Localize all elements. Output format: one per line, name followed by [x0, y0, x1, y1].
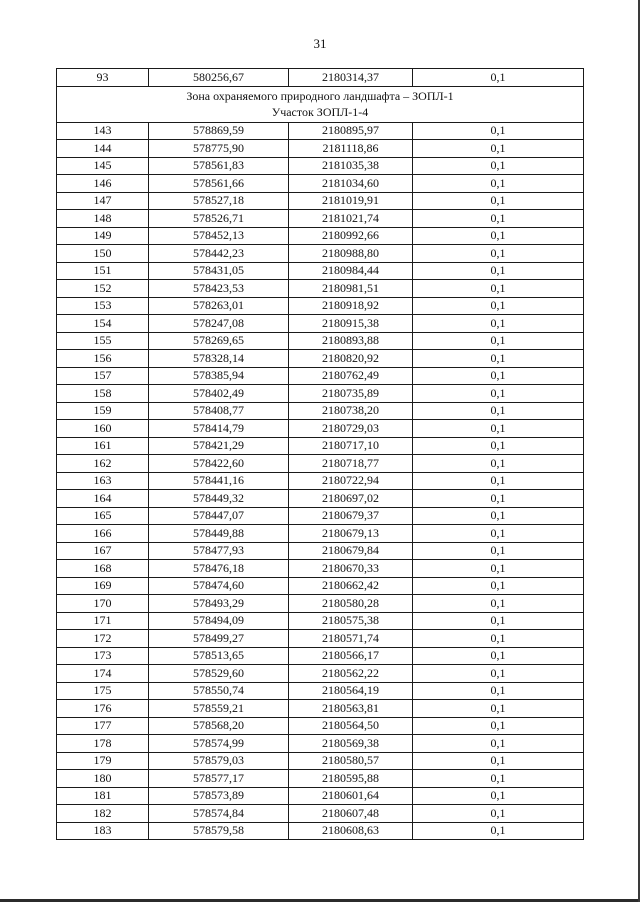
point-number-cell: 161: [57, 437, 149, 455]
table-row: [57, 420, 584, 438]
y-coordinate-cell: 2180981,51: [289, 280, 413, 298]
point-number-cell: 182: [57, 805, 149, 823]
accuracy-cell: 0,1: [413, 525, 584, 543]
point-number-cell: 178: [57, 735, 149, 753]
accuracy-cell: 0,1: [413, 315, 584, 333]
y-coordinate-cell: 2180984,44: [289, 262, 413, 280]
y-coordinate-cell: 2180564,50: [289, 717, 413, 735]
x-coordinate-cell: 578423,53: [149, 280, 289, 298]
accuracy-cell: 0,1: [413, 770, 584, 788]
x-coordinate-cell: 578449,32: [149, 490, 289, 508]
table-row: [57, 297, 584, 315]
accuracy-cell: 0,1: [413, 350, 584, 368]
section-header-row: [57, 86, 584, 122]
accuracy-cell: 0,1: [413, 700, 584, 718]
y-coordinate-cell: 2180571,74: [289, 630, 413, 648]
x-coordinate-cell: 578527,18: [149, 192, 289, 210]
table-row: [57, 455, 584, 473]
y-coordinate-cell: 2180566,17: [289, 647, 413, 665]
accuracy-cell: 0,1: [413, 542, 584, 560]
table-row: [57, 490, 584, 508]
accuracy-cell: 0,1: [413, 752, 584, 770]
y-coordinate-cell: 2181034,60: [289, 175, 413, 193]
table-row: [57, 402, 584, 420]
x-coordinate-cell: 578561,66: [149, 175, 289, 193]
x-coordinate-cell: 578422,60: [149, 455, 289, 473]
y-coordinate-cell: 2180820,92: [289, 350, 413, 368]
point-number-cell: 93: [57, 69, 149, 87]
y-coordinate-cell: 2180679,84: [289, 542, 413, 560]
y-coordinate-cell: 2180580,28: [289, 595, 413, 613]
table-row: [57, 542, 584, 560]
y-coordinate-cell: 2180718,77: [289, 455, 413, 473]
accuracy-cell: 0,1: [413, 140, 584, 158]
table-row: [57, 122, 584, 140]
table-row: [57, 140, 584, 158]
table-row: [57, 770, 584, 788]
table-row: [57, 822, 584, 840]
x-coordinate-cell: 578447,07: [149, 507, 289, 525]
point-number-cell: 164: [57, 490, 149, 508]
point-number-cell: 163: [57, 472, 149, 490]
accuracy-cell: 0,1: [413, 647, 584, 665]
accuracy-cell: 0,1: [413, 717, 584, 735]
accuracy-cell: 0,1: [413, 437, 584, 455]
point-number-cell: 175: [57, 682, 149, 700]
table-row: [57, 262, 584, 280]
y-coordinate-cell: 2181035,38: [289, 157, 413, 175]
table-row: [57, 210, 584, 228]
point-number-cell: 171: [57, 612, 149, 630]
table-row: [57, 175, 584, 193]
accuracy-cell: 0,1: [413, 787, 584, 805]
table-row: [57, 787, 584, 805]
y-coordinate-cell: 2180735,89: [289, 385, 413, 403]
y-coordinate-cell: 2180607,48: [289, 805, 413, 823]
x-coordinate-cell: 578269,65: [149, 332, 289, 350]
x-coordinate-cell: 578441,16: [149, 472, 289, 490]
x-coordinate-cell: 578573,89: [149, 787, 289, 805]
x-coordinate-cell: 578493,29: [149, 595, 289, 613]
x-coordinate-cell: 578431,05: [149, 262, 289, 280]
x-coordinate-cell: 578421,29: [149, 437, 289, 455]
y-coordinate-cell: 2180729,03: [289, 420, 413, 438]
accuracy-cell: 0,1: [413, 192, 584, 210]
point-number-cell: 154: [57, 315, 149, 333]
accuracy-cell: 0,1: [413, 175, 584, 193]
x-coordinate-cell: 578568,20: [149, 717, 289, 735]
point-number-cell: 149: [57, 227, 149, 245]
accuracy-cell: 0,1: [413, 122, 584, 140]
point-number-cell: 167: [57, 542, 149, 560]
point-number-cell: 168: [57, 560, 149, 578]
accuracy-cell: 0,1: [413, 227, 584, 245]
x-coordinate-cell: 578476,18: [149, 560, 289, 578]
accuracy-cell: 0,1: [413, 455, 584, 473]
x-coordinate-cell: 578499,27: [149, 630, 289, 648]
accuracy-cell: 0,1: [413, 367, 584, 385]
table-row: [57, 245, 584, 263]
x-coordinate-cell: 578452,13: [149, 227, 289, 245]
table-row: [57, 157, 584, 175]
accuracy-cell: 0,1: [413, 69, 584, 87]
x-coordinate-cell: 578559,21: [149, 700, 289, 718]
accuracy-cell: 0,1: [413, 280, 584, 298]
x-coordinate-cell: 578474,60: [149, 577, 289, 595]
x-coordinate-cell: 578477,93: [149, 542, 289, 560]
table-row: [57, 805, 584, 823]
y-coordinate-cell: 2180893,88: [289, 332, 413, 350]
y-coordinate-cell: 2180992,66: [289, 227, 413, 245]
x-coordinate-cell: 578328,14: [149, 350, 289, 368]
accuracy-cell: 0,1: [413, 805, 584, 823]
y-coordinate-cell: 2180988,80: [289, 245, 413, 263]
y-coordinate-cell: 2180762,49: [289, 367, 413, 385]
y-coordinate-cell: 2180601,64: [289, 787, 413, 805]
x-coordinate-cell: 578579,58: [149, 822, 289, 840]
table-row: [57, 735, 584, 753]
accuracy-cell: 0,1: [413, 490, 584, 508]
point-number-cell: 160: [57, 420, 149, 438]
table-row: [57, 280, 584, 298]
y-coordinate-cell: 2180564,19: [289, 682, 413, 700]
accuracy-cell: 0,1: [413, 560, 584, 578]
accuracy-cell: 0,1: [413, 385, 584, 403]
x-coordinate-cell: 580256,67: [149, 69, 289, 87]
point-number-cell: 152: [57, 280, 149, 298]
point-number-cell: 162: [57, 455, 149, 473]
table-row: [57, 595, 584, 613]
table-row: [57, 332, 584, 350]
table-row: [57, 367, 584, 385]
accuracy-cell: 0,1: [413, 507, 584, 525]
table-row: [57, 385, 584, 403]
y-coordinate-cell: 2180915,38: [289, 315, 413, 333]
point-number-cell: 144: [57, 140, 149, 158]
y-coordinate-cell: 2180670,33: [289, 560, 413, 578]
point-number-cell: 180: [57, 770, 149, 788]
table-row: [57, 630, 584, 648]
point-number-cell: 165: [57, 507, 149, 525]
point-number-cell: 143: [57, 122, 149, 140]
point-number-cell: 173: [57, 647, 149, 665]
point-number-cell: 166: [57, 525, 149, 543]
table-row: [57, 577, 584, 595]
x-coordinate-cell: 578494,09: [149, 612, 289, 630]
x-coordinate-cell: 578577,17: [149, 770, 289, 788]
x-coordinate-cell: 578579,03: [149, 752, 289, 770]
x-coordinate-cell: 578263,01: [149, 297, 289, 315]
accuracy-cell: 0,1: [413, 665, 584, 683]
point-number-cell: 159: [57, 402, 149, 420]
x-coordinate-cell: 578775,90: [149, 140, 289, 158]
y-coordinate-cell: 2180563,81: [289, 700, 413, 718]
table-row: [57, 682, 584, 700]
point-number-cell: 158: [57, 385, 149, 403]
y-coordinate-cell: 2180662,42: [289, 577, 413, 595]
y-coordinate-cell: 2180562,22: [289, 665, 413, 683]
y-coordinate-cell: 2180717,10: [289, 437, 413, 455]
table-row: [57, 69, 584, 87]
y-coordinate-cell: 2180569,38: [289, 735, 413, 753]
point-number-cell: 181: [57, 787, 149, 805]
point-number-cell: 150: [57, 245, 149, 263]
accuracy-cell: 0,1: [413, 735, 584, 753]
point-number-cell: 169: [57, 577, 149, 595]
accuracy-cell: 0,1: [413, 262, 584, 280]
y-coordinate-cell: 2180595,88: [289, 770, 413, 788]
x-coordinate-cell: 578247,08: [149, 315, 289, 333]
accuracy-cell: 0,1: [413, 630, 584, 648]
x-coordinate-cell: 578442,23: [149, 245, 289, 263]
page-number: 31: [313, 36, 327, 51]
y-coordinate-cell: 2180580,57: [289, 752, 413, 770]
table-row: [57, 647, 584, 665]
table-row: [57, 437, 584, 455]
table-row: [57, 525, 584, 543]
table-row: [57, 315, 584, 333]
table-row: [57, 665, 584, 683]
point-number-cell: 179: [57, 752, 149, 770]
table-row: [57, 752, 584, 770]
y-coordinate-cell: 2181021,74: [289, 210, 413, 228]
table-row: [57, 700, 584, 718]
point-number-cell: 183: [57, 822, 149, 840]
point-number-cell: 148: [57, 210, 149, 228]
point-number-cell: 172: [57, 630, 149, 648]
x-coordinate-cell: 578574,99: [149, 735, 289, 753]
x-coordinate-cell: 578513,65: [149, 647, 289, 665]
coordinates-table-body: [57, 69, 584, 840]
table-row: [57, 472, 584, 490]
y-coordinate-cell: 2180314,37: [289, 69, 413, 87]
point-number-cell: 146: [57, 175, 149, 193]
x-coordinate-cell: 578574,84: [149, 805, 289, 823]
y-coordinate-cell: 2180895,97: [289, 122, 413, 140]
x-coordinate-cell: 578529,60: [149, 665, 289, 683]
accuracy-cell: 0,1: [413, 420, 584, 438]
point-number-cell: 147: [57, 192, 149, 210]
accuracy-cell: 0,1: [413, 822, 584, 840]
accuracy-cell: 0,1: [413, 332, 584, 350]
point-number-cell: 155: [57, 332, 149, 350]
table-row: [57, 192, 584, 210]
table-row: [57, 612, 584, 630]
point-number-cell: 170: [57, 595, 149, 613]
plot-title: Участок ЗОПЛ-1-4: [271, 105, 369, 119]
x-coordinate-cell: 578561,83: [149, 157, 289, 175]
x-coordinate-cell: 578385,94: [149, 367, 289, 385]
x-coordinate-cell: 578414,79: [149, 420, 289, 438]
section-header-cell: [57, 86, 584, 122]
accuracy-cell: 0,1: [413, 402, 584, 420]
y-coordinate-cell: 2180697,02: [289, 490, 413, 508]
table-row: [57, 717, 584, 735]
zone-title: Зона охраняемого природного ландшафта – ЗОПЛ-1: [186, 89, 454, 103]
accuracy-cell: 0,1: [413, 595, 584, 613]
y-coordinate-cell: 2180738,20: [289, 402, 413, 420]
table-row: [57, 227, 584, 245]
table-row: [57, 350, 584, 368]
y-coordinate-cell: 2180679,13: [289, 525, 413, 543]
point-number-cell: 174: [57, 665, 149, 683]
point-number-cell: 151: [57, 262, 149, 280]
table-row: [57, 507, 584, 525]
x-coordinate-cell: 578408,77: [149, 402, 289, 420]
point-number-cell: 157: [57, 367, 149, 385]
accuracy-cell: 0,1: [413, 245, 584, 263]
accuracy-cell: 0,1: [413, 577, 584, 595]
point-number-cell: 176: [57, 700, 149, 718]
accuracy-cell: 0,1: [413, 157, 584, 175]
x-coordinate-cell: 578869,59: [149, 122, 289, 140]
accuracy-cell: 0,1: [413, 210, 584, 228]
y-coordinate-cell: 2180679,37: [289, 507, 413, 525]
point-number-cell: 177: [57, 717, 149, 735]
accuracy-cell: 0,1: [413, 612, 584, 630]
x-coordinate-cell: 578526,71: [149, 210, 289, 228]
point-number-cell: 145: [57, 157, 149, 175]
x-coordinate-cell: 578449,88: [149, 525, 289, 543]
y-coordinate-cell: 2180918,92: [289, 297, 413, 315]
y-coordinate-cell: 2180722,94: [289, 472, 413, 490]
accuracy-cell: 0,1: [413, 682, 584, 700]
accuracy-cell: 0,1: [413, 472, 584, 490]
coordinates-table: [56, 68, 584, 840]
point-number-cell: 153: [57, 297, 149, 315]
y-coordinate-cell: 2181019,91: [289, 192, 413, 210]
x-coordinate-cell: 578402,49: [149, 385, 289, 403]
y-coordinate-cell: 2180608,63: [289, 822, 413, 840]
x-coordinate-cell: 578550,74: [149, 682, 289, 700]
point-number-cell: 156: [57, 350, 149, 368]
y-coordinate-cell: 2180575,38: [289, 612, 413, 630]
accuracy-cell: 0,1: [413, 297, 584, 315]
y-coordinate-cell: 2181118,86: [289, 140, 413, 158]
table-row: [57, 560, 584, 578]
